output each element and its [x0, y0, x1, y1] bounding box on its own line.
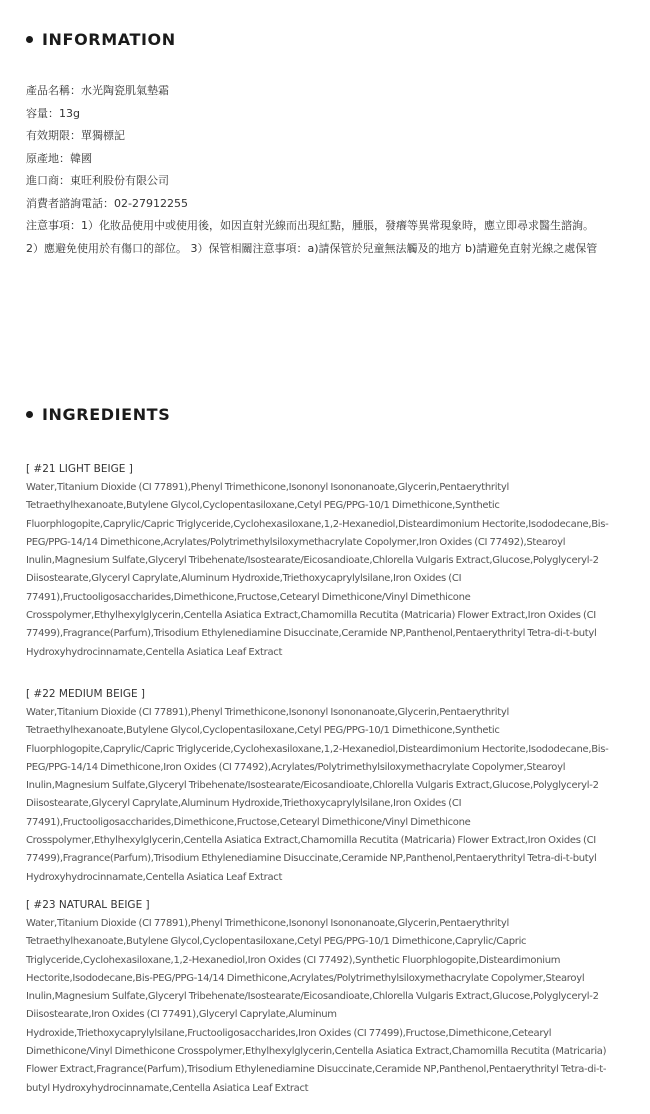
shade-ingredient-list: Water,Titanium Dioxide (CI 77891),Phenyl Trimethicone,Isononyl Isononanoate,Glycerin,Pentaerythrityl Tetraethylhexanoate,Butylene Glycol,Cyclopentasiloxane,Cetyl PEG/PPG-10/1 Dimethicone,Synthetic Fluorphlogopite,Caprylic/Capric Triglyceride,Cyclohexasiloxane,1,2-Hexanediol,Disteardimonium Hectorite,Isododecane,Bis-PEG/PPG-14/14 Dimethicone,Iron Oxides (CI 77492),Acrylates/Polytrimethylsiloxymethacrylate Copolymer,Stearoyl Inulin,Magnesium Sulfate,Glyceryl Tribehenate/Isostearate/Eicosandioate,Chlorella Vulgaris Extract,Glucose,Polyglyceryl-2 Diisostearate,Glyceryl Caprylate,Aluminum Hydroxide,Triethoxycaprylylsilane,Iron Oxides (CI 77491),Fructooligosaccharides,Dimethicone,Fructose,Cetearyl Dimethicone/Vinyl Dimethicone Crosspolymer,Ethylhexylglycerin,Centella Asiatica Extract,Chamomilla Recutita (Matricaria) Flower Extract,Iron Oxides (CI 77499),Fragrance(Parfum),Trisodium Ethylenediamine Disuccinate,Ceramide NP,Panthenol,Pentaerythrityl Tetra-di-t-butyl Hydroxyhydrocinnamate,Centella Asiatica Leaf Extract: [26, 707, 609, 883]
information-list: [26, 80, 626, 260]
info-line-phone: 消費者諮詢電話：02-27912255: [26, 196, 188, 210]
shade-title: [ #23 NATURAL BEIGE ]: [26, 899, 150, 911]
info-line-volume: 容量：13g: [26, 106, 80, 120]
shade-block-23-natural-beige: [26, 897, 626, 1098]
shade-ingredient-list: Water,Titanium Dioxide (CI 77891),Phenyl Trimethicone,Isononyl Isononanoate,Glycerin,Pentaerythrityl Tetraethylhexanoate,Butylene Glycol,Cyclopentasiloxane,Cetyl PEG/PPG-10/1 Dimethicone,Caprylic/Capric Triglyceride,Cyclohexasiloxane,1,2-Hexanediol,Iron Oxides (CI 77492),Synthetic Fluorphlogopite,Disteardimonium Hectorite,Isododecane,Bis-PEG/PPG-14/14 Dimethicone,Acrylates/Polytrimethylsiloxymethacrylate Copolymer,Stearoyl Inulin,Magnesium Sulfate,Glyceryl Tribehenate/Isostearate/Eicosandioate,Chlorella Vulgaris Extract,Glucose,Polyglyceryl-2 Diisostearate,Iron Oxides (CI 77491),Glyceryl Caprylate,Aluminum Hydroxide,Triethoxycaprylylsilane,Fructooligosaccharides,Iron Oxides (CI 77499),Fructose,Dimethicone,Cetearyl Dimethicone/Vinyl Dimethicone Crosspolymer,Ethylhexylglycerin,Centella Asiatica Extract,Chamomilla Recutita (Matricaria) Flower Extract,Fragrance(Parfum),Trisodium Ethylenediamine Disuccinate,Ceramide NP,Panthenol,Pentaerythrityl Tetra-di-t-butyl Hydroxyhydrocinnamate,Centella Asiatica Leaf Extract: [26, 918, 607, 1094]
ingredients-heading-text: INGREDIENTS: [42, 405, 171, 424]
info-line-caution-1: 注意事項：1）化妝品使用中或使用後，如因直射光線而出現紅點，腫脹，發癢等異常現象時，應立即尋求醫生諮詢。: [26, 219, 594, 232]
info-line-caution-2: 2）應避免使用於有傷口的部位。 3）保管相關注意事項：a)請保管於兒童無法觸及的地方 b)請避免直射光線之處保管: [26, 241, 598, 255]
information-heading: [26, 30, 176, 49]
bullet-icon: [26, 411, 33, 418]
bullet-icon: [26, 36, 33, 43]
shade-block-21-light-beige: [26, 461, 626, 662]
information-heading-text: INFORMATION: [42, 30, 176, 49]
ingredients-heading: [26, 405, 170, 424]
shade-title: [ #21 LIGHT BEIGE ]: [26, 463, 133, 475]
info-line-importer: 進口商：東旺利股份有限公司: [26, 174, 169, 187]
info-line-expiry: 有效期限：單獨標記: [26, 129, 125, 142]
shade-title: [ #22 MEDIUM BEIGE ]: [26, 688, 146, 700]
info-line-product-name: 產品名稱：水光陶瓷肌氣墊霜: [26, 84, 169, 97]
shade-block-22-medium-beige: [26, 686, 626, 887]
info-line-origin: 原產地：韓國: [26, 151, 92, 165]
shade-ingredient-list: Water,Titanium Dioxide (CI 77891),Phenyl Trimethicone,Isononyl Isononanoate,Glycerin,Pentaerythrityl Tetraethylhexanoate,Butylene Glycol,Cyclopentasiloxane,Cetyl PEG/PPG-10/1 Dimethicone,Synthetic Fluorphlogopite,Caprylic/Capric Triglyceride,Cyclohexasiloxane,1,2-Hexanediol,Disteardimonium Hectorite,Isododecane,Bis-PEG/PPG-14/14 Dimethicone,Acrylates/Polytrimethylsiloxymethacrylate Copolymer,Iron Oxides (CI 77492),Stearoyl Inulin,Magnesium Sulfate,Glyceryl Tribehenate/Isostearate/Eicosandioate,Chlorella Vulgaris Extract,Glucose,Polyglyceryl-2 Diisostearate,Glyceryl Caprylate,Aluminum Hydroxide,Triethoxycaprylylsilane,Iron Oxides (CI 77491),Fructooligosaccharides,Dimethicone,Fructose,Cetearyl Dimethicone/Vinyl Dimethicone Crosspolymer,Ethylhexylglycerin,Centella Asiatica Extract,Chamomilla Recutita (Matricaria) Flower Extract,Iron Oxides (CI 77499),Fragrance(Parfum),Trisodium Ethylenediamine Disuccinate,Ceramide NP,Panthenol,Pentaerythrityl Tetra-di-t-butyl Hydroxyhydrocinnamate,Centella Asiatica Leaf Extract: [26, 482, 609, 658]
